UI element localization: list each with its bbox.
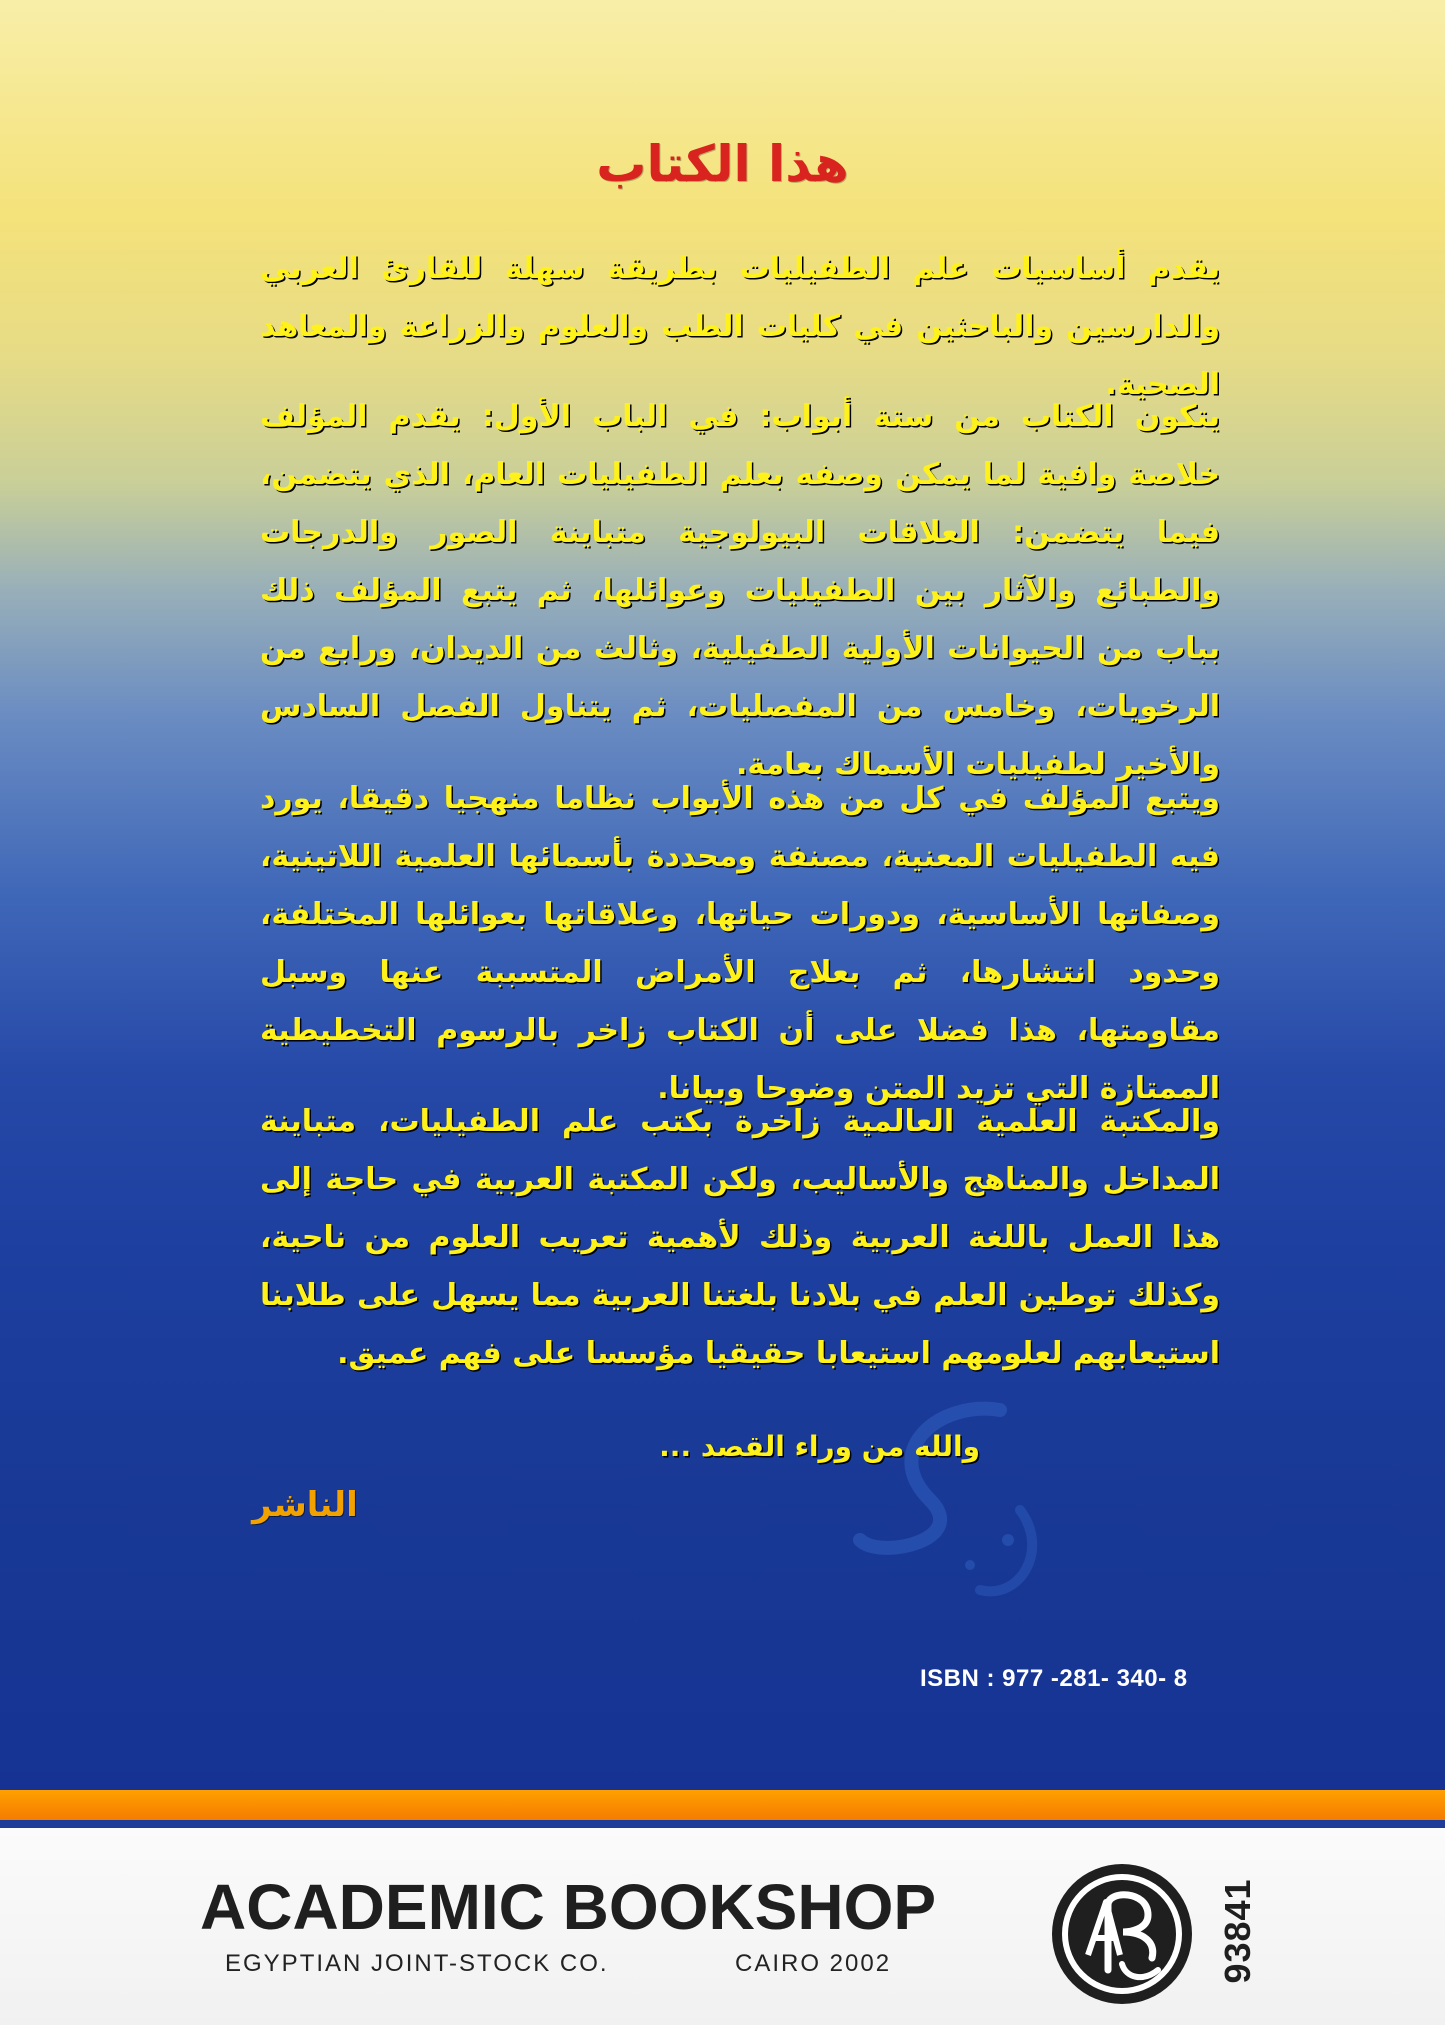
paragraph-structure: يتكون الكتاب من ستة أبواب: في الباب الأول: يقدم المؤلف خلاصة وافية لما يمكن وصفه بعلم الطفيليات العام، الذي يتضمن، فيما يتضمن: العلاقات البيولوجية متباينة الصور والدرجات والطبائع والآثار بين الطفيليات وعوائلها، ثم يتبع المؤلف ذلك بباب من الحيوانات الأولية الطفيلية، وثالث من الديدان، ورابع من الرخويات، وخامس من المفصليات، ثم يتناول الفصل السادس والأخير لطفيليات الأسماك بعامة.: [260, 399, 1220, 782]
publisher-brand: ACADEMIC BOOKSHOP: [200, 1871, 937, 1943]
blue-stripe: [0, 1820, 1445, 1828]
catalog-number-text: 93841: [1217, 1878, 1258, 1984]
closing-line: والله من وراء القصد ...: [659, 1430, 980, 1463]
paragraph-intro: يقدم أساسيات علم الطفيليات بطريقة سهلة للقارئ العربي والدارسين والباحثين في كليات الطب والعلوم والزراعة والمعاهد الصحية.: [260, 251, 1220, 402]
abc-logo-icon: [1048, 1860, 1196, 2008]
company-name: EGYPTIAN JOINT-STOCK CO.: [225, 1950, 609, 1977]
paragraph-library: والمكتبة العلمية العالمية زاخرة بكتب علم الطفيليات، متباينة المداخل والمناهج والأساليب، ولكن المكتبة العربية في حاجة إلى هذا العمل باللغة العربية وذلك لأهمية تعريب العلوم من ناحية، وكذلك توطين العلم في بلادنا بلغتنا العربية مما يسهل على طلابنا استيعابهم لعلومهم استيعابا حقيقيا مؤسسا على فهم عميق.: [260, 1104, 1220, 1371]
cover-title: هذا الكتاب: [596, 135, 849, 193]
decorative-swirl-icon: [820, 1390, 1080, 1620]
city-year: CAIRO 2002: [735, 1950, 892, 1977]
paragraph-method: ويتبع المؤلف في كل من هذه الأبواب نظاما منهجيا دقيقا، يورد فيه الطفيليات المعنية، مصنفة ومحددة بأسمائها العلمية اللاتينية، وصفاتها الأساسية، ودورات حياتها، وعلاقاتها بعوائلها المختلفة، وحدود انتشارها، ثم بعلاج الأمراض المتسببة عنها وسبل مقاومتها، هذا فضلا على أن الكتاب زاخر بالرسوم التخطيطية الممتازة التي تزيد المتن وضوحا وبيانا.: [260, 781, 1220, 1106]
publisher-signature: الناشر: [252, 1485, 358, 1525]
orange-stripe: [0, 1790, 1445, 1820]
catalog-number: [1218, 1866, 1258, 1996]
isbn-number: ISBN : 977 -281- 340- 8: [920, 1665, 1188, 1692]
